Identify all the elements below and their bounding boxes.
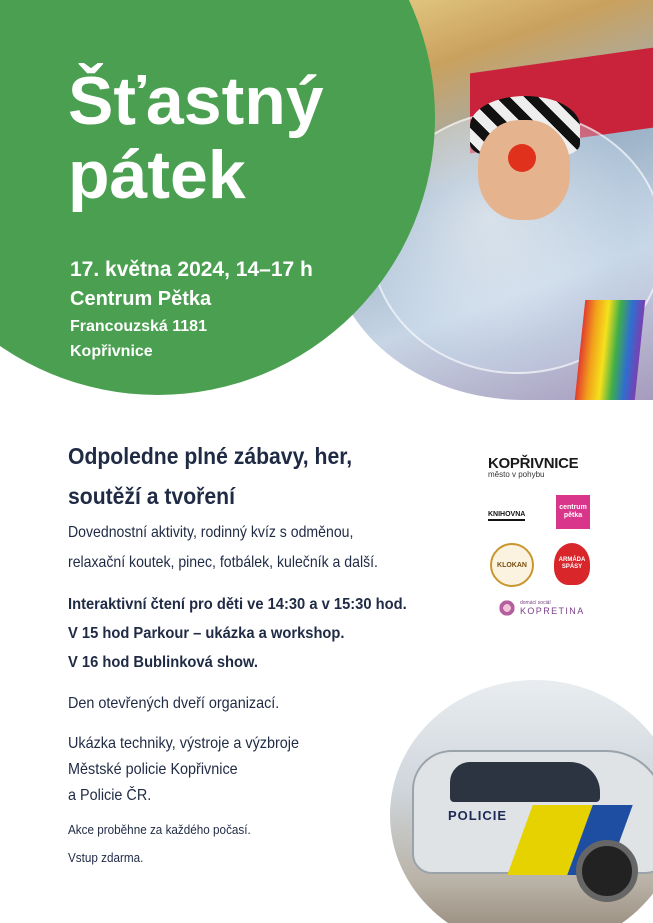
poster-title [68,64,324,212]
weather-note: Akce proběhne za každého počasí. [68,822,251,837]
description-line-1: Dovednostní aktivity, rodinný kvíz s odměnou, [68,524,354,541]
kopretina-logo [498,599,585,617]
event-street: Francouzská 1181 [70,318,207,335]
open-doors-text: Den otevřených dveří organizací. [68,695,280,712]
entry-note: Vstup zdarma. [68,850,144,865]
title-line-1: Šťastný [68,63,324,139]
demo-line-3: a Policie ČR. [68,787,152,804]
car-wheel-shape [576,840,638,902]
knihovna-logo: KNIHOVNA [488,511,525,521]
koprivnice-logo-tagline: město v pohybu [488,470,545,479]
kopretina-tagline: domácí sociál [520,600,551,606]
rainbow-flag-shape [575,300,646,400]
program-list [68,590,468,677]
program-item: V 16 hod Bublinková show. [68,654,259,671]
kopretina-text [520,600,585,616]
flower-icon [498,599,516,617]
event-date: 17. května 2024, 14–17 h [70,258,313,281]
title-line-2: pátek [68,137,246,213]
headline-line-1: Odpoledne plné zábavy, her, [68,443,353,469]
centrum-petka-logo: centrum pětka [556,495,590,529]
description-line-2: relaxační koutek, pinec, fotbálek, kulečník a další. [68,554,378,571]
koprivnice-logo-name: KOPŘIVNICE [488,455,579,472]
headline [68,436,436,516]
demo-text [68,731,428,809]
headline-line-2: soutěží a tvoření [68,483,235,509]
armada-spasy-logo: ARMÁDA SPÁSY [554,543,590,585]
event-city: Kopřivnice [70,343,153,360]
event-info [70,256,313,364]
event-venue: Centrum Pětka [70,288,212,310]
car-window-shape [450,762,600,802]
car-police-label: POLICIE [448,808,508,823]
clown-nose-shape [508,144,536,172]
program-item: V 15 hod Parkour – ukázka a workshop. [68,625,345,642]
program-item: Interaktivní čtení pro děti ve 14:30 a v 15:30 hod. [68,596,407,613]
kopretina-name: KOPRETINA [520,606,585,616]
klokan-logo: KLOKAN [490,543,534,587]
demo-line-1: Ukázka techniky, výstroje a výzbroje [68,735,300,752]
description [68,518,420,578]
demo-line-2: Městské policie Kopřivnice [68,761,238,778]
koprivnice-logo [488,455,598,479]
